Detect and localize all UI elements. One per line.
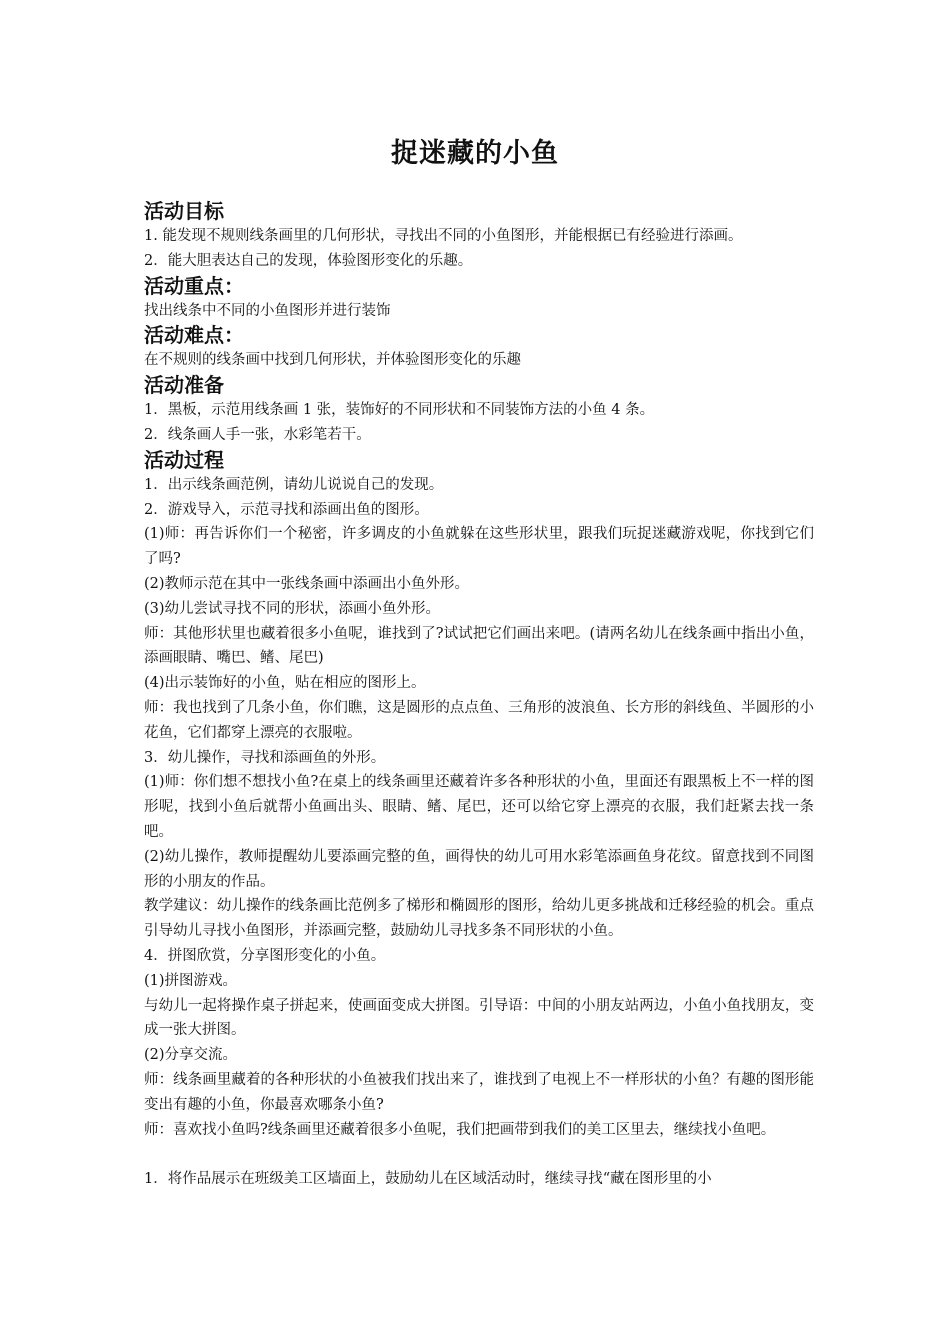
section-preparation	[144, 373, 814, 448]
section-key-points	[144, 274, 814, 324]
paragraph: (2)幼儿操作，教师提醒幼儿要添画完整的鱼，画得快的幼儿可用水彩笔添画鱼身花纹。留意找到不同图形的小朋友的作品。	[144, 848, 814, 890]
section-heading: 活动重点：	[144, 273, 244, 298]
section-goals	[144, 199, 814, 274]
paragraph: (4)出示装饰好的小鱼，贴在相应的图形上。	[144, 675, 426, 692]
paragraph: 师：其他形状里也藏着很多小鱼呢，谁找到了?试试把它们画出来吧。(请两名幼儿在线条画中指出小鱼，添画眼睛、嘴巴、鳍、尾巴)	[144, 625, 814, 667]
paragraph: 找出线条中不同的小鱼图形并进行装饰	[144, 302, 391, 319]
paragraph: (2)教师示范在其中一张线条画中添画出小鱼外形。	[144, 575, 470, 592]
section-heading: 活动准备	[144, 373, 224, 398]
paragraph: 与幼儿一起将操作桌子拼起来，使画面变成大拼图。引导语：中间的小朋友站两边，小鱼小鱼找朋友，变成一张大拼图。	[144, 997, 814, 1039]
paragraph: 1．黑板，示范用线条画 1 张，装饰好的不同形状和不同装饰方法的小鱼 4 条。	[144, 402, 655, 419]
document-title: 捉迷藏的小鱼	[391, 138, 559, 169]
paragraph: 1．出示线条画范例，请幼儿说说自己的发现。	[144, 476, 444, 493]
paragraph: (3)幼儿尝试寻找不同的形状，添画小鱼外形。	[144, 600, 441, 617]
paragraph: (1)师：再告诉你们一个秘密，许多调皮的小鱼就躲在这些形状里，跟我们玩捉迷藏游戏呢，你找到它们了吗?	[144, 526, 814, 568]
section-process	[144, 448, 814, 1192]
paragraph: 3．幼儿操作，寻找和添画鱼的外形。	[144, 749, 386, 766]
section-difficulties	[144, 323, 814, 373]
paragraph: 教学建议：幼儿操作的线条画比范例多了梯形和椭圆形的图形，给幼儿更多挑战和迁移经验的机会。重点引导幼儿寻找小鱼图形，并添画完整，鼓励幼儿寻找多条不同形状的小鱼。	[144, 898, 814, 940]
paragraph: 4．拼图欣赏，分享图形变化的小鱼。	[144, 947, 386, 964]
paragraph: 师：我也找到了几条小鱼，你们瞧，这是圆形的点点鱼、三角形的波浪鱼、长方形的斜线鱼、半圆形的小花鱼，它们都穿上漂亮的衣服啦。	[144, 699, 814, 741]
paragraph: (1)拼图游戏。	[144, 972, 238, 989]
blank-line	[144, 1142, 814, 1167]
paragraph: 师：喜欢找小鱼吗?线条画里还藏着很多小鱼呢，我们把画带到我们的美工区里去，继续找小鱼吧。	[144, 1121, 776, 1138]
paragraph: 1. 能发现不规则线条画里的几何形状，寻找出不同的小鱼图形，并能根据已有经验进行添画。	[144, 228, 743, 244]
section-heading: 活动过程	[144, 447, 224, 472]
paragraph: (2)分享交流。	[144, 1047, 238, 1064]
paragraph: 在不规则的线条画中找到几何形状，并体验图形变化的乐趣	[144, 352, 521, 369]
paragraph: 2．游戏导入，示范寻找和添画出鱼的图形。	[144, 501, 429, 518]
paragraph: 师：线条画里藏着的各种形状的小鱼被我们找出来了，谁找到了电视上不一样形状的小鱼？有趣的图形能变出有趣的小鱼，你最喜欢哪条小鱼?	[144, 1071, 814, 1113]
section-heading: 活动目标	[144, 199, 224, 223]
document-body	[144, 199, 814, 1192]
paragraph: 2．线条画人手一张，水彩笔若干。	[144, 426, 371, 443]
paragraph: 2．能大胆表达自己的发现，体验图形变化的乐趣。	[144, 252, 473, 269]
section-heading: 活动难点：	[144, 323, 244, 348]
paragraph: 1．将作品展示在班级美工区墙面上，鼓励幼儿在区域活动时，继续寻找“藏在图形里的小	[144, 1171, 712, 1188]
paragraph: (1)师：你们想不想找小鱼?在桌上的线条画里还藏着许多各种形状的小鱼，里面还有跟黑板上不一样的图形呢，找到小鱼后就帮小鱼画出头、眼睛、鳍、尾巴，还可以给它穿上漂亮的衣服，我们赶紧去找一条吧。	[144, 774, 814, 840]
